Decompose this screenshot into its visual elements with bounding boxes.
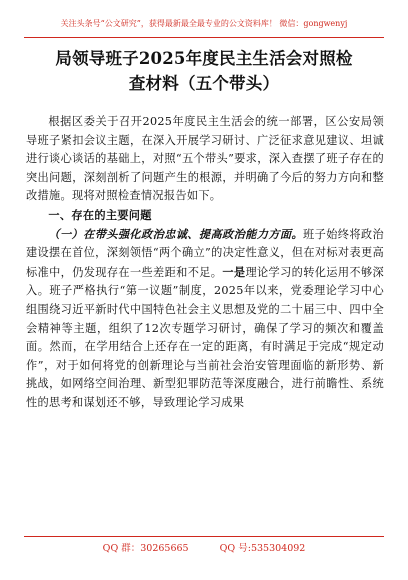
- header-notice: 关注头条号“公文研究”，获得最新最全最专业的公文资料库！ 微信：gongwenyj: [60, 19, 348, 28]
- document-title: [20, 46, 388, 96]
- subsection-heading: （一）在带头强化政治忠诚、提高政治能力方面。: [48, 226, 304, 241]
- title-line-1: 局领导班子2025年度民主生活会对照检: [55, 49, 353, 68]
- intro-paragraph: 根据区委关于召开2025年度民主生活会的统一部署，区公安局领导班子紧扣会议主题，在深入开展学习研讨、广泛征求意见建议、坦诚进行谈心谈话的基础上，对照“五个带头”要求，深入查摆了班子存在的突出问题，深刻剖析了问题产生的根源，并明确了今后的努力方向和整改措施。现将对照检查情况报告如下。: [26, 115, 384, 203]
- point-marker: 一是: [222, 264, 246, 279]
- header-divider: [24, 37, 384, 38]
- footer-divider: [24, 536, 384, 537]
- footer-qq-number: QQ 号:535304092: [219, 543, 306, 554]
- footer-contact: [0, 540, 408, 554]
- section-heading: 一、存在的主要问题: [48, 207, 152, 222]
- paragraph-text-b: 理论学习的转化运用不够深入。班子严格执行“第一议题”制度，2025年以来，党委理论学习中心组围绕习近平新时代中国特色社会主义思想及党的二十届三中、四中全会精神等主题，组织了12次专题学习研讨，确保了学习的频次和覆盖面。然而，在学用结合上还存在一定的距离，有时满足于完成“规定动作”，对于如何将党的创新理论与当前社会治安管理面临的新形势、新挑战，如网络空间治理、新型犯罪防范等深度融合，进行前瞻性、系统性的思考和谋划还不够，导致理论学习成果: [26, 265, 384, 409]
- section-paragraph: [26, 225, 384, 413]
- document-body: [26, 113, 384, 413]
- footer-qq-group: QQ 群：30265665: [102, 543, 189, 554]
- title-line-2: 查材料（五个带头）: [128, 74, 280, 93]
- paragraph-text-a: 班子始终将政治建设摆在首位，深刻领悟“两个确立”的决定性意义，但在对标对表更高标准中，仍发现存在一些差距和不足。: [26, 227, 384, 279]
